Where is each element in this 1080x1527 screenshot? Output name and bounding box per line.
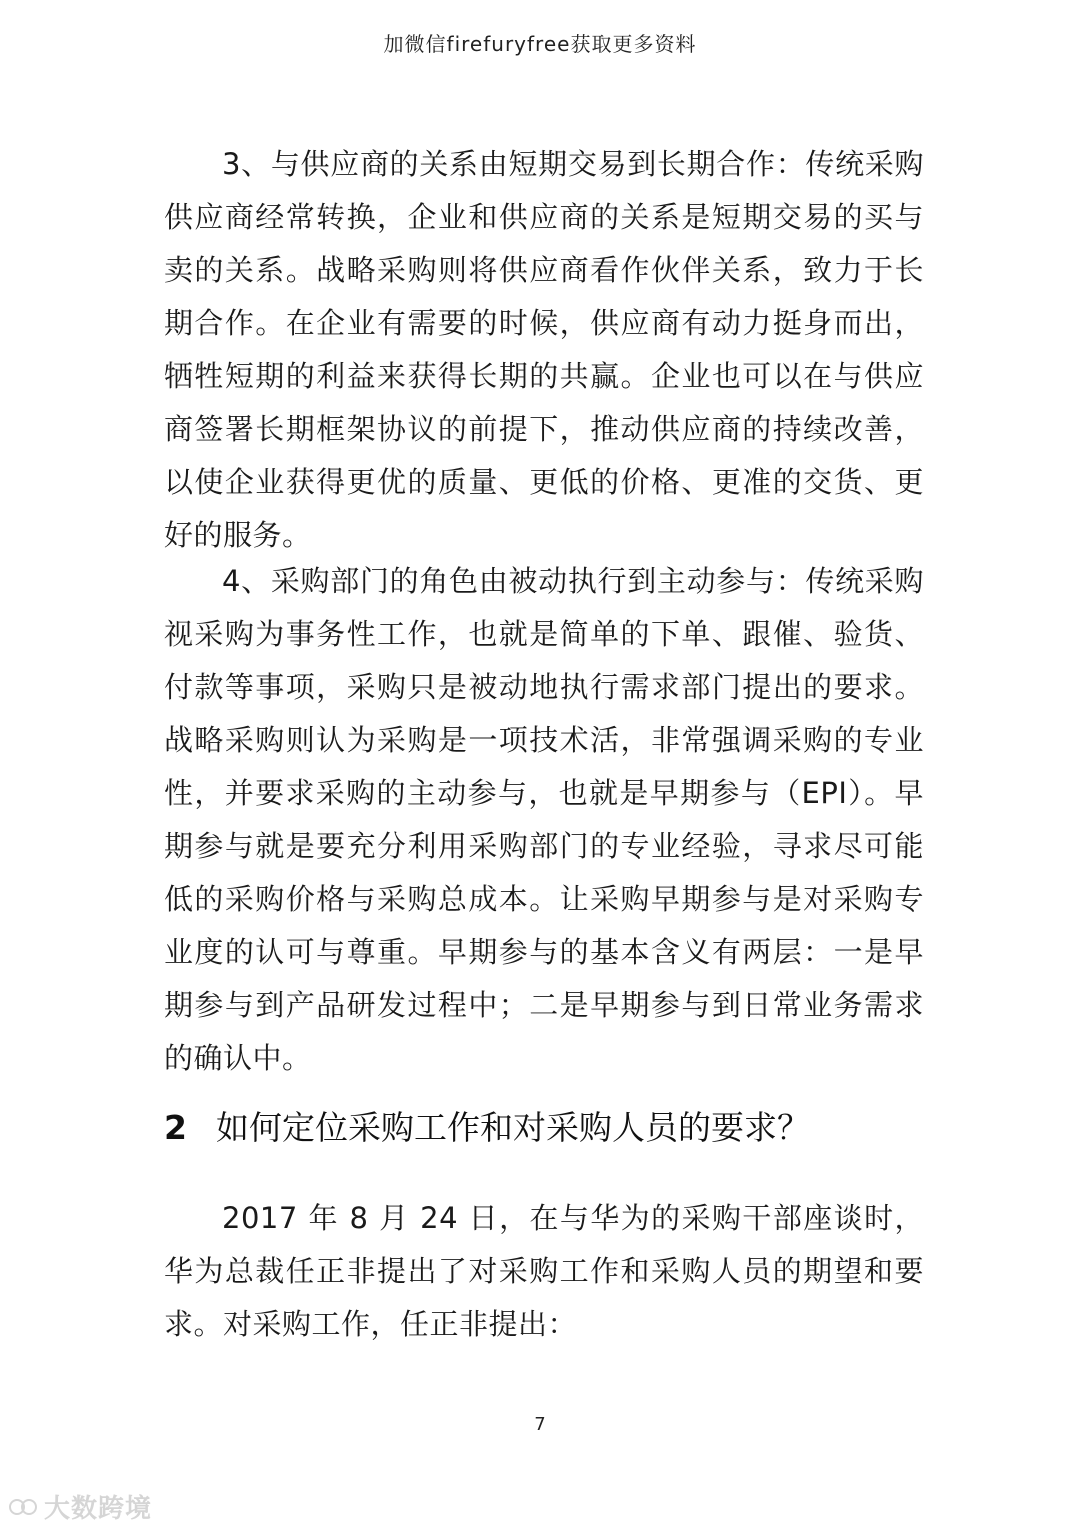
paragraph-supplier-relationship: 3、与供应商的关系由短期交易到长期合作：传统采购供应商经常转换，企业和供应商的关系是短期交易的买与卖的关系。战略采购则将供应商看作伙伴关系，致力于长期合作。在企业有需要的时候，供应商有动力挺身而出，牺牲短期的利益来获得长期的共赢。企业也可以在与供应商签署长期框架协议的前提下，推动供应商的持续改善，以使企业获得更优的质量、更低的价格、更准的交货、更好的服务。 [164, 147, 924, 552]
section-heading [164, 1103, 924, 1153]
watermark-text: 大数跨境 [44, 1494, 153, 1524]
paragraph-procurement-role: 4、采购部门的角色由被动执行到主动参与：传统采购视采购为事务性工作，也就是简单的下单、跟催、验货、付款等事项，采购只是被动地执行需求部门提出的要求。战略采购则认为采购是一项技术活，非常强调采购的专业性，并要求采购的主动参与，也就是早期参与（EPI）。早期参与就是要充分利用采购部门的专业经验，寻求尽可能低的采购价格与采购总成本。让采购早期参与是对采购专业度的认可与尊重。早期参与的基本含义有两层：一是早期参与到产品研发过程中；二是早期参与到日常业务需求的确认中。 [164, 564, 924, 1075]
watermark [8, 1488, 152, 1525]
section-title: 如何定位采购工作和对采购人员的要求？ [216, 1108, 810, 1147]
logo-icon [8, 1495, 38, 1519]
page-number: 7 [534, 1414, 546, 1435]
paragraph-huawei-meeting: 2017 年 8 月 24 日，在与华为的采购干部座谈时，华为总裁任正非提出了对采购工作和采购人员的期望和要求。对采购工作，任正非提出： [164, 1201, 924, 1341]
header-note: 加微信firefuryfree获取更多资料 [383, 32, 697, 56]
section-number: 2 [164, 1108, 187, 1147]
